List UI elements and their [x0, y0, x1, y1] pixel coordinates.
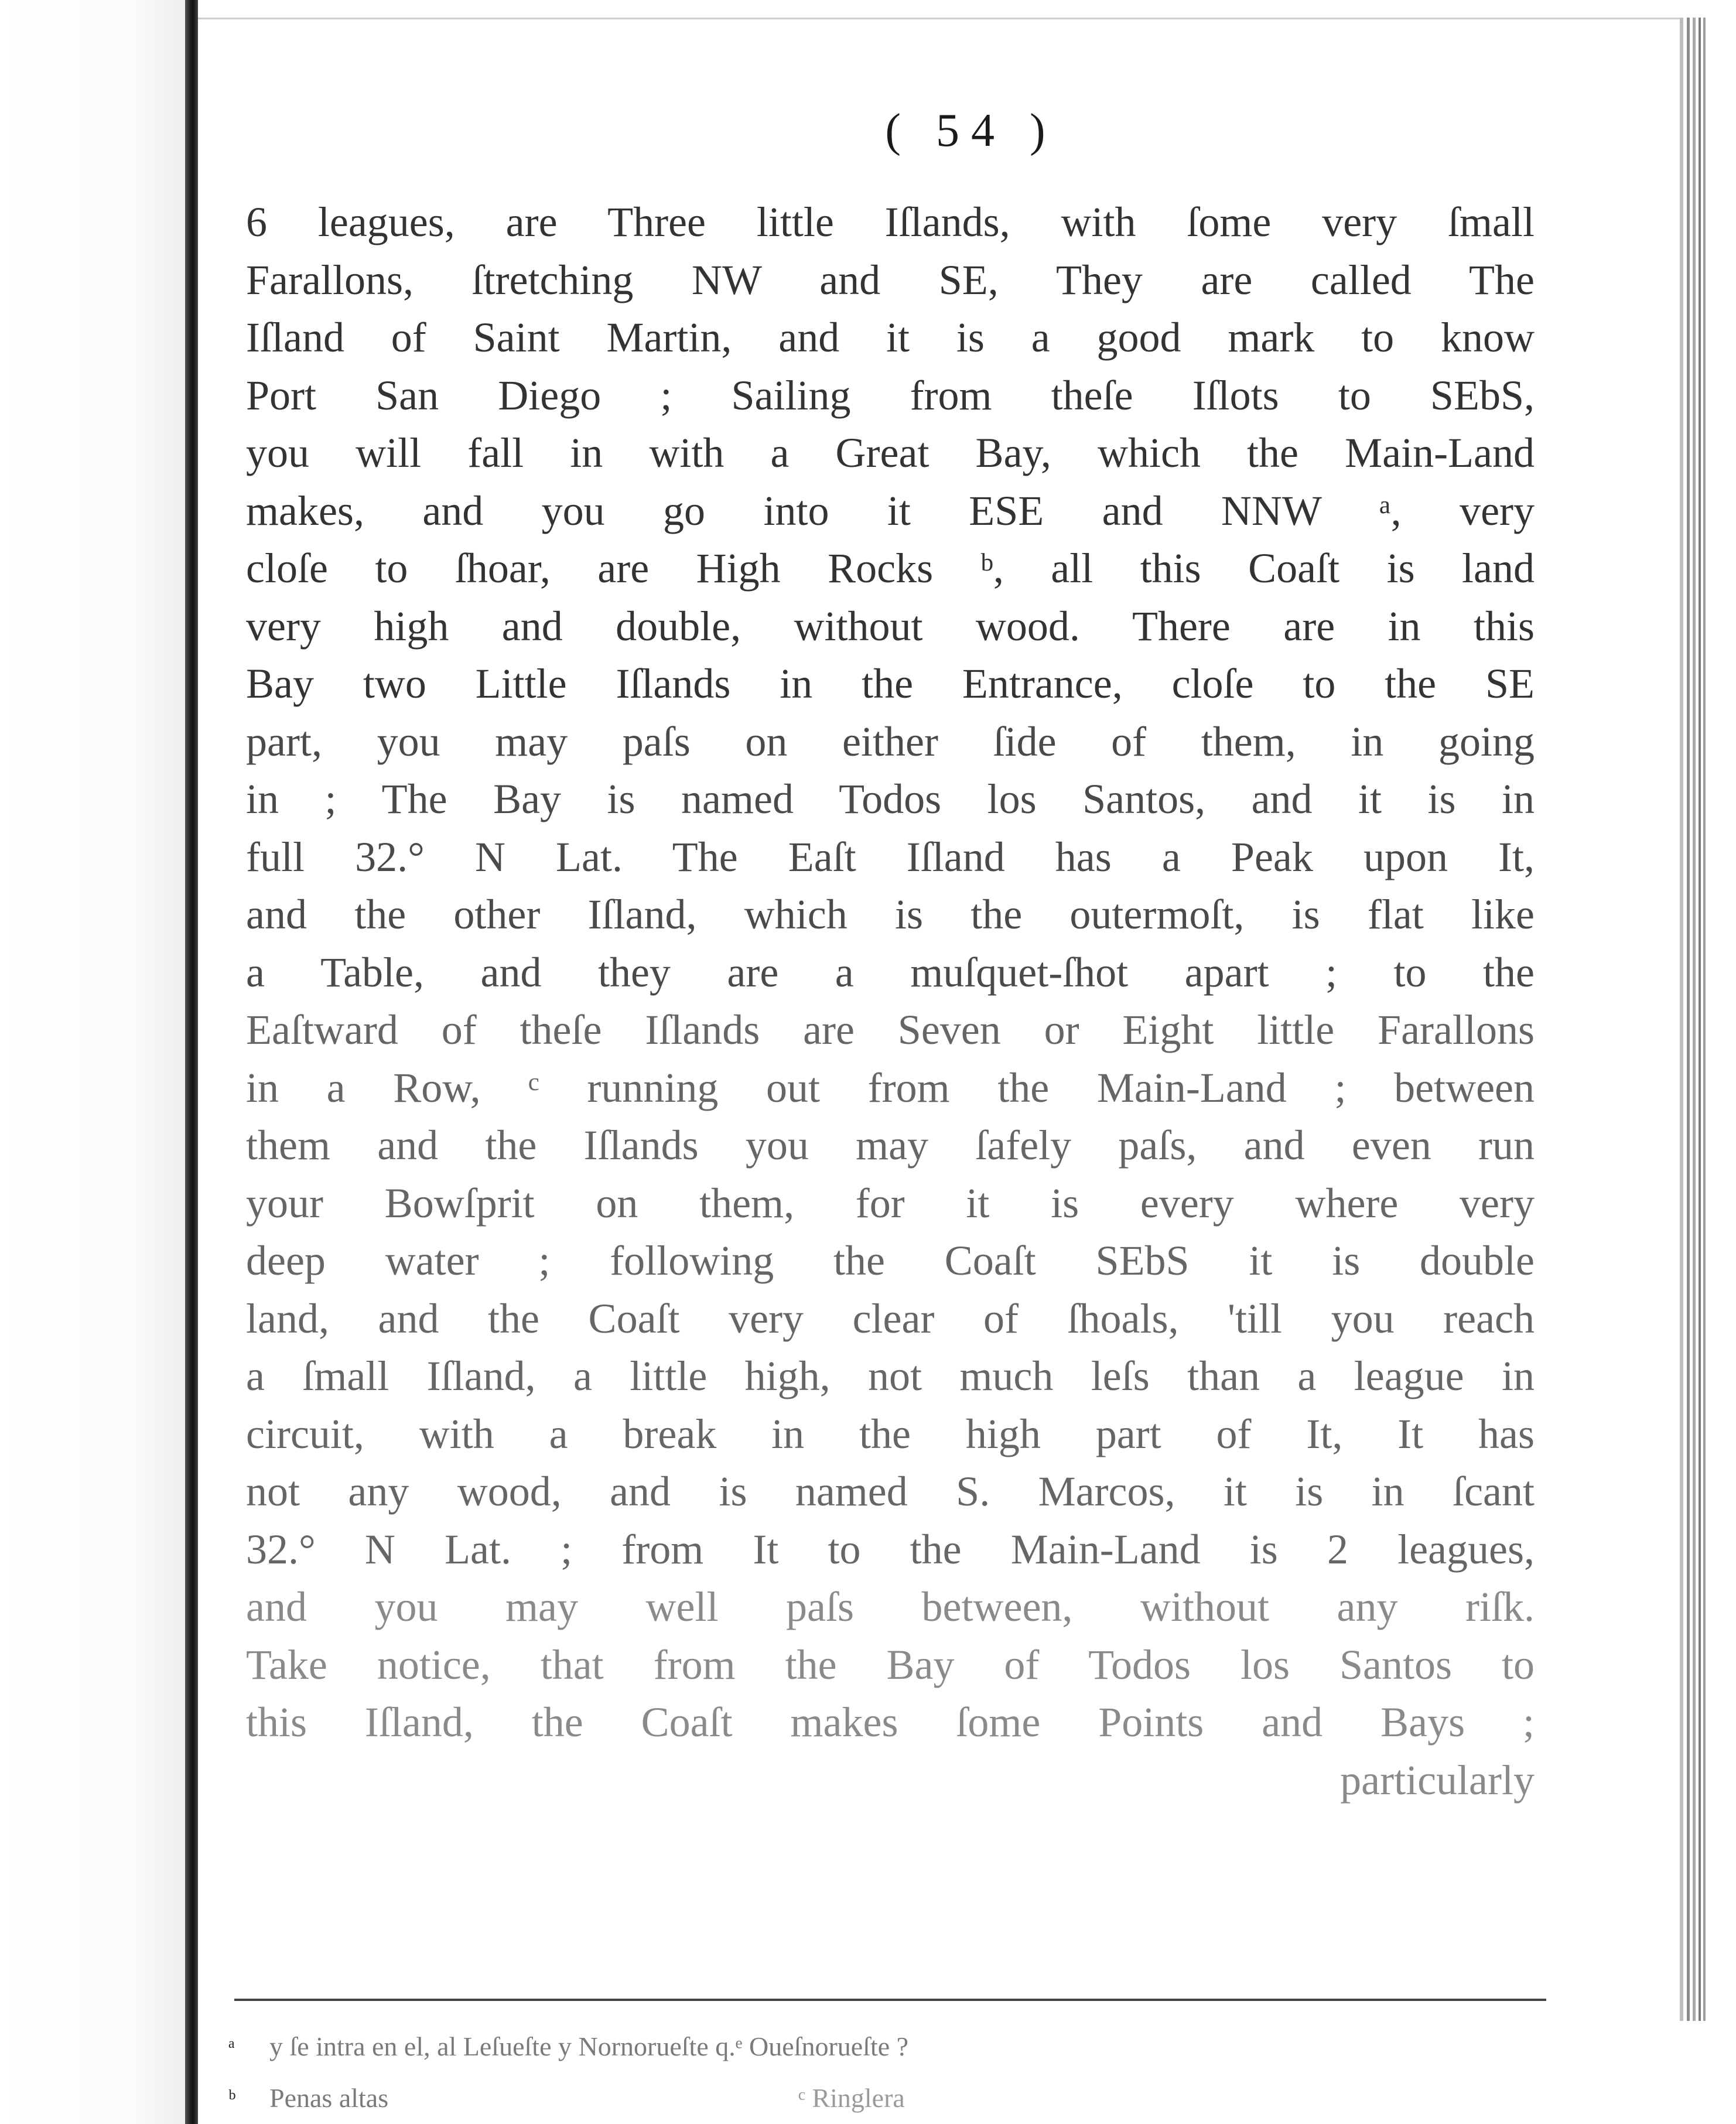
- text-line: and you may well paſs between, without any riſk.: [246, 1583, 1535, 1630]
- catchword: particularly: [1340, 1756, 1535, 1804]
- footnote-a: [228, 2021, 1517, 2072]
- footnote-b-c: [228, 2072, 1517, 2124]
- footnote-marker: ᵇ: [228, 2085, 236, 2111]
- text-line: not any wood, and is named S. Marcos, it is in ſcant: [246, 1468, 1535, 1515]
- body-text: [246, 193, 1535, 1809]
- book-gutter: [185, 0, 198, 2124]
- page-stack-edge: [1680, 18, 1683, 2021]
- text-line: circuit, with a break in the high part of It, It has: [246, 1410, 1535, 1457]
- text-line: Bay two Little Iſlands in the Entrance, cloſe to the SE: [246, 660, 1535, 707]
- text-line: cloſe to ſhoar, are High Rocks ᵇ, all this Coaſt is land: [246, 545, 1535, 592]
- text-line: land, and the Coaſt very clear of ſhoals, 'till you reach: [246, 1295, 1535, 1342]
- text-line: a ſmall Iſland, a little high, not much leſs than a league in: [246, 1353, 1535, 1399]
- text-line: Farallons, ſtretching NW and SE, They are called The: [246, 256, 1535, 303]
- text-line: 32.° N Lat. ; from It to the Main-Land is 2 leagues,: [246, 1525, 1535, 1573]
- text-line: Port San Diego ; Sailing from theſe Iſlots to SEbS,: [246, 371, 1535, 419]
- footnote-text: Penas altas: [269, 2083, 389, 2113]
- page-stack-edge: [1699, 18, 1701, 2021]
- text-line: very high and double, without wood. There are in this: [246, 602, 1535, 650]
- text-line: a Table, and they are a muſquet-ſhot apart ; to the: [246, 948, 1535, 996]
- text-line: them and the Iſlands you may ſafely paſs, and even run: [246, 1122, 1535, 1169]
- page-stack-edge: [1703, 18, 1706, 2021]
- text-line: you will fall in with a Great Bay, which the Main-Land: [246, 429, 1535, 476]
- footnote-marker: ᵃ: [228, 2033, 235, 2060]
- footnote-text: y ſe intra en el, al Leſueſte y Nornorueſte q.ᵉ Oueſnorueſte ?: [269, 2031, 909, 2061]
- text-line: deep water ; following the Coaſt SEbS it is double: [246, 1237, 1535, 1284]
- text-line: your Bowſprit on them, for it is every where very: [246, 1179, 1535, 1227]
- footnotes: [228, 2021, 1517, 2124]
- footnote-text: Ringlera: [812, 2083, 905, 2113]
- text-line: part, you may paſs on either ſide of them, in going: [246, 718, 1535, 765]
- facing-page-edge: [0, 0, 186, 2124]
- text-line: Eaſtward of theſe Iſlands are Seven or Eight little Farallons: [246, 1006, 1535, 1053]
- text-line: this Iſland, the Coaſt makes ſome Points and Bays ;: [246, 1699, 1535, 1746]
- text-line: Take notice, that from the Bay of Todos los Santos to: [246, 1641, 1535, 1688]
- text-line: in ; The Bay is named Todos los Santos, and it is in: [246, 776, 1535, 822]
- page-number: ( 54 ): [885, 105, 1057, 156]
- footnote-rule: [234, 1999, 1546, 2001]
- footnote-marker: ᶜ: [798, 2083, 805, 2113]
- text-line: makes, and you go into it ESE and NNW ᵃ, very: [246, 487, 1535, 534]
- text-line: 6 leagues, are Three little Iſlands, with ſome very ſmall: [246, 199, 1535, 245]
- footnote-c: [798, 2072, 905, 2124]
- text-line: and the other Iſland, which is the outermoſt, is flat like: [246, 891, 1535, 938]
- page-stack-edge: [1693, 18, 1696, 2021]
- text-line: Iſland of Saint Martin, and it is a good mark to know: [246, 314, 1535, 361]
- page-stack-edge: [1687, 18, 1690, 2021]
- text-line: full 32.° N Lat. The Eaſt Iſland has a Peak upon It,: [246, 833, 1535, 880]
- text-line: in a Row, ᶜ running out from the Main-Land ; between: [246, 1064, 1535, 1111]
